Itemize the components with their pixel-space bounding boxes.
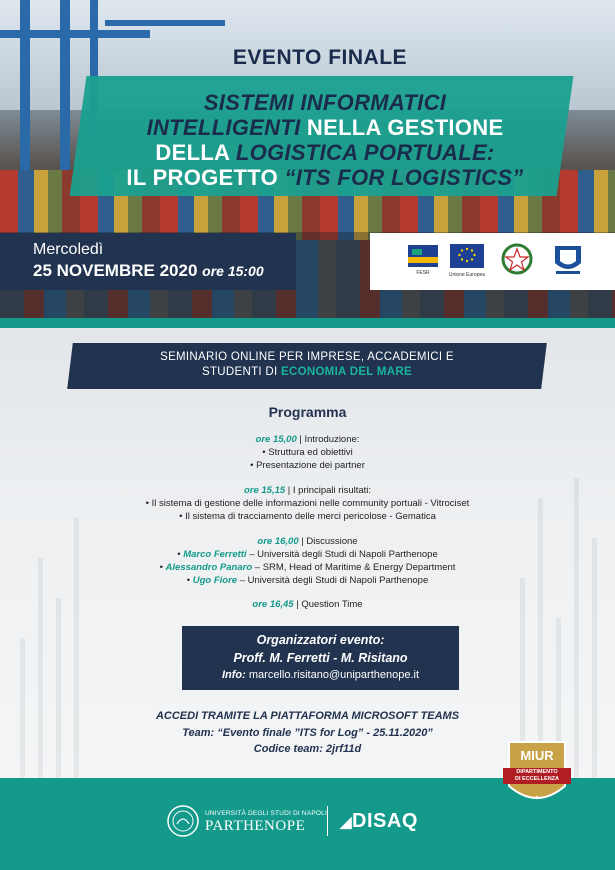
event-title: SISTEMI INFORMATICI INTELLIGENTI NELLA GESTIONE DELLA LOGISTICA PORTUALE: IL PROGETTO “ITS FOR LOGISTICS” xyxy=(126,90,524,190)
organizers-names: Proff. M. Ferretti - M. Risitano xyxy=(233,651,408,665)
teams-name: Team: “Evento finale ”ITS for Log” - 25.11.2020” xyxy=(182,727,433,739)
fesr-label: FESR xyxy=(416,270,430,276)
organizers-info: Info: marcello.risitano@uniparthenope.it xyxy=(221,669,420,681)
eu-label: Unione Europea xyxy=(448,272,486,278)
university-name: PARTHENOPE xyxy=(205,818,306,834)
teams-instructions: ACCEDI TRAMITE LA PIATTAFORMA MICROSOFT TEAMS xyxy=(155,710,460,722)
disaq-logo: ◢DISAQ xyxy=(340,810,418,832)
program-slot-4: ore 16,45 | Question Time xyxy=(252,599,363,610)
teal-strip xyxy=(0,318,615,328)
event-label: EVENTO FINALE xyxy=(232,46,408,69)
university-subtitle: UNIVERSITÀ DEGLI STUDI DI NAPOLI xyxy=(205,810,327,817)
italian-republic-emblem xyxy=(499,243,535,277)
miur-ribbon: DIPARTIMENTO DI ECCELLENZA xyxy=(515,769,559,782)
miur-label: MIUR xyxy=(520,748,554,763)
teams-code: Codice team: 2jrf11d xyxy=(253,743,362,755)
svg-text:✦: ✦ xyxy=(534,795,540,802)
program-slot-3: ore 16,00 | Discussione • Marco Ferretti – Università degli Studi di Napoli Parthenope • Alessandro Panaro – SRM, Head of Maritime & Energy Department • Ugo Fiore – Università degli Studi di Napoli Parthenope xyxy=(159,536,456,586)
program-slot-1: ore 15,00 | Introduzione: • Struttura ed obiettivi • Presentazione dei partner xyxy=(250,434,365,471)
footer-divider xyxy=(327,806,328,836)
program-slot-2: ore 15,15 | I principali risultati: • Il sistema di gestione delle informazioni nelle community portuali - Vitrociset • Il sistema di tracciamento delle merci pericolose - Gematica xyxy=(145,485,470,522)
date-weekday: Mercoledì xyxy=(33,241,104,258)
regione-campania-logo xyxy=(551,243,585,277)
date-main: 25 NOVEMBRE 2020 ore 15:00 xyxy=(33,261,264,280)
seminar-text: SEMINARIO ONLINE PER IMPRESE, ACCADEMICI E STUDENTI DI ECONOMIA DEL MARE xyxy=(160,351,454,378)
organizers-title: Organizzatori evento: xyxy=(256,633,385,647)
program-title: Programma xyxy=(268,404,347,420)
contact-email-link[interactable]: marcello.risitano@uniparthenope.it xyxy=(245,669,420,681)
